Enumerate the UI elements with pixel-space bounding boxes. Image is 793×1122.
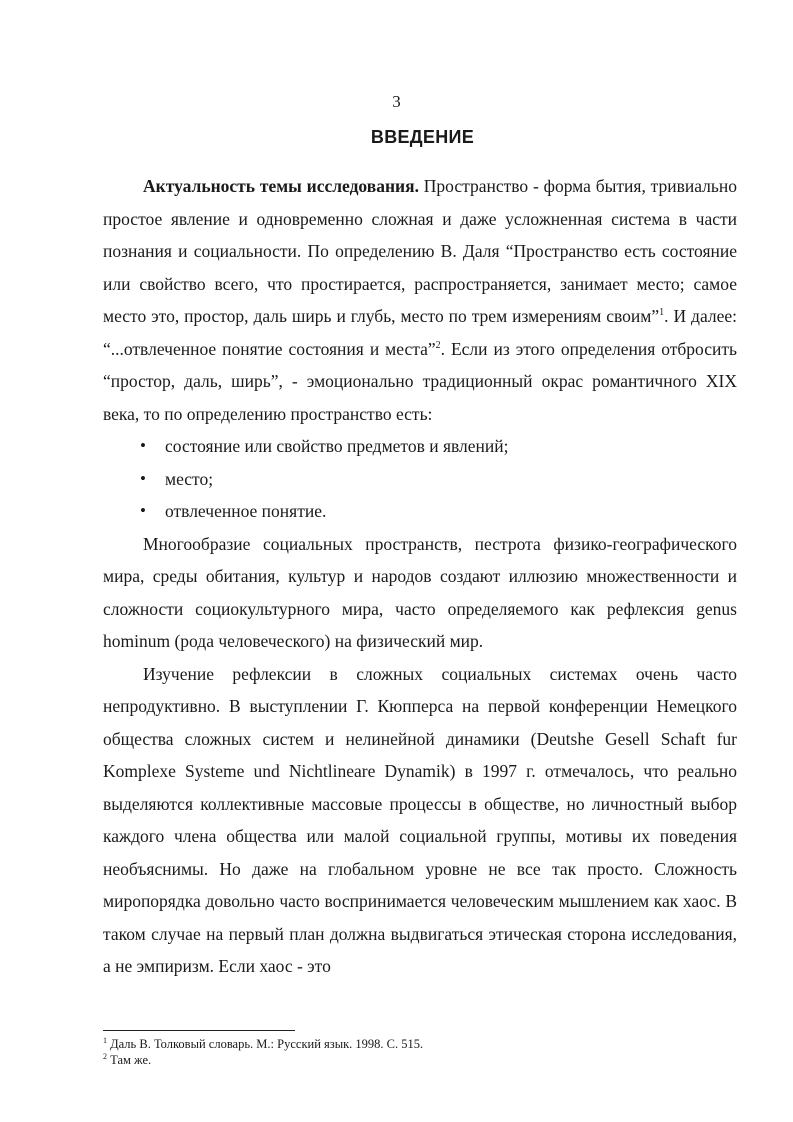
list-item — [103, 463, 737, 496]
footnote-2 — [103, 1052, 737, 1068]
footnote-ref-2: 2 — [435, 339, 441, 351]
list-item-text: место; — [165, 468, 214, 489]
footnotes — [103, 1036, 737, 1068]
page-title: ВВЕДЕНИЕ — [370, 127, 475, 147]
definition-list — [103, 430, 737, 528]
bullet-icon: • — [140, 468, 146, 488]
paragraph-relevance — [103, 170, 737, 430]
footnote-ref-1: 1 — [659, 307, 665, 319]
paragraph-text: . Если из этого определения отбросить “простор, даль, ширь”, - эмоционально традиционный окрас романтичного XIX века, то по определению пространство есть: — [103, 338, 738, 424]
footnote-mark: 2 — [103, 1051, 107, 1061]
footnote-divider — [103, 1030, 295, 1031]
relevance-lead: Актуальность темы исследования. — [143, 176, 419, 196]
main-text — [103, 170, 737, 983]
list-item-text: состояние или свойство предметов и явлений; — [165, 436, 509, 456]
bullet-icon: • — [140, 436, 146, 455]
page-number: 3 — [392, 92, 401, 111]
list-item-text: отвлеченное понятие. — [165, 501, 327, 521]
footnote-mark: 1 — [103, 1035, 107, 1045]
paragraph-text: . И далее: “...отвлеченное понятие состояния и места” — [103, 306, 738, 359]
list-item — [103, 495, 737, 528]
paragraph-text: Пространство - форма бытия, тривиально простое явление и одновременно сложная и даже усложненная система в части познания и социальности. По определению В. Даля “Пространство есть состояние или свойство всего, что простирается, распространяется, занимает место; самое место это, простор, даль ширь и глубь, место по трем измерениям своим” — [103, 176, 737, 326]
bullet-icon: • — [140, 501, 146, 520]
footnote-1 — [103, 1036, 737, 1052]
list-item — [103, 430, 737, 463]
paragraph-diversity: Многообразие социальных пространств, пестрота физико-географического мира, среды обитания, культур и народов создают иллюзию множественности и сложности социокультурного мира, часто определяемого как рефлексия genus hominum (рода человеческого) на физический мир. — [103, 533, 737, 651]
footnote-text: Даль В. Толковый словарь. М.: Русский язык. 1998. С. 515. — [107, 1037, 424, 1051]
paragraph-reflection: Изучение рефлексии в сложных социальных системах очень часто непродуктивно. В выступлении Г. Кюпперса на первой конференции Немецкого общества сложных систем и нелинейной динамики (Deutshe Gesell Schaft fur Komplexe Systeme und Nichtlineare Dynamik) в 1997 г. отмечалось, что реально выделяются коллективные массовые процессы в обществе, но личностный выбор каждого члена общества или малой социальной группы, мотивы их поведения необъяснимы. Но даже на глобальном уровне не все так просто. Сложность миропорядка довольно часто воспринимается человеческим мышлением как хаос. В таком случае на первый план должна выдвигаться этическая сторона исследования, а не эмпиризм. Если хаос - это — [103, 663, 737, 976]
footnote-text: Там же. — [107, 1053, 152, 1067]
